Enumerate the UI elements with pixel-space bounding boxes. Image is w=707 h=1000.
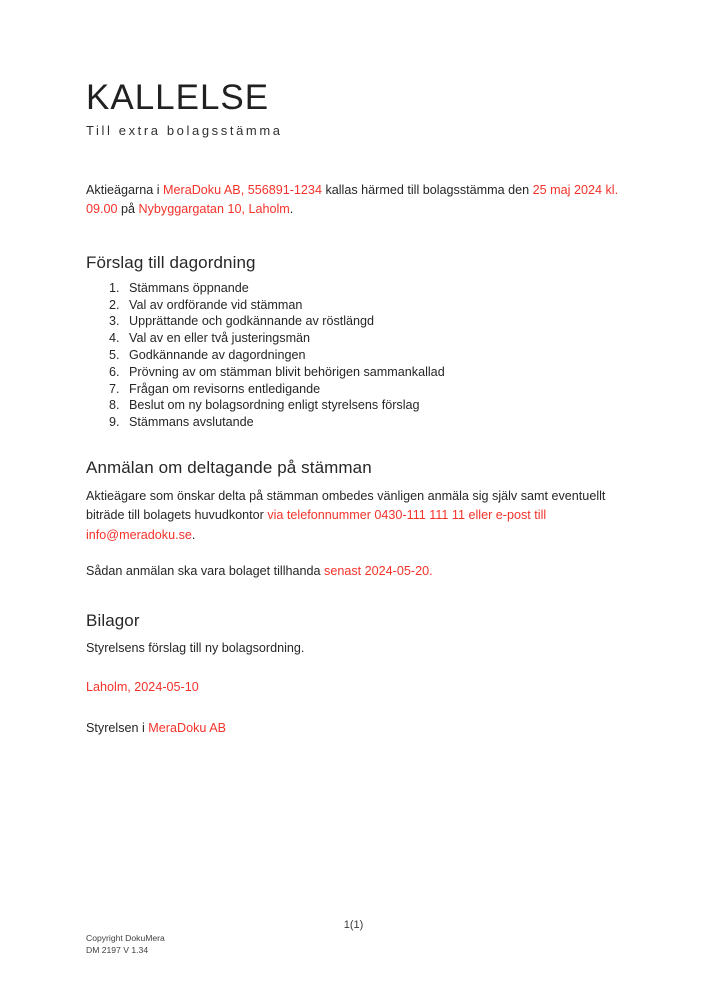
attachments-heading: Bilagor	[86, 610, 140, 630]
registration-heading: Anmälan om deltagande på stämman	[86, 457, 372, 477]
text-segment: Aktieägarna i	[86, 182, 164, 197]
highlighted-text: senast 2024-05-20.	[324, 564, 433, 579]
text-segment: kallas härmed till bolagsstämma den	[321, 182, 533, 197]
signature-line	[86, 719, 622, 739]
document-version: DM 2197 V 1.34	[86, 944, 149, 955]
text-segment: Sådan anmälan ska vara bolaget tillhanda	[86, 564, 325, 579]
highlighted-text: 25 maj 2024 kl. 09.00	[86, 182, 619, 217]
agenda-item: 3. Upprättande och godkännande av röstlängd	[123, 313, 622, 330]
place-date-line	[86, 678, 622, 698]
agenda-item: 1. Stämmans öppnande	[123, 280, 622, 297]
agenda-list	[86, 280, 622, 431]
text-segment: Aktieägare som önskar delta på stämman ombedes vänligen anmäla sig själv samt eventuellt biträde till bolagets huvudkontor	[86, 488, 606, 523]
registration-paragraph	[86, 487, 622, 546]
text-segment: .	[289, 202, 294, 217]
agenda-item: 9. Stämmans avslutande	[123, 414, 622, 431]
highlighted-text: Nybyggargatan 10, Laholm	[138, 202, 290, 217]
agenda-item: 5. Godkännande av dagordningen	[123, 347, 622, 364]
text-segment: på	[117, 202, 139, 217]
document-content	[86, 0, 622, 738]
agenda-item: 7. Frågan om revisorns entledigande	[123, 381, 622, 398]
page-number: 1(1)	[343, 919, 364, 931]
intro-paragraph	[86, 181, 622, 220]
footer-copyright	[86, 933, 165, 956]
highlighted-text: Laholm, 2024-05-10	[86, 680, 199, 695]
highlighted-text: MeraDoku AB, 556891-1234	[163, 182, 322, 197]
attachments-paragraph: Styrelsens förslag till ny bolagsordning.	[86, 640, 305, 655]
agenda-item: 6. Prövning av om stämman blivit behörigen sammankallad	[123, 364, 622, 381]
agenda-heading: Förslag till dagordning	[86, 252, 256, 272]
highlighted-text: MeraDoku AB	[148, 720, 226, 735]
copyright-line: Copyright DokuMera	[86, 933, 165, 943]
agenda-item: 8. Beslut om ny bolagsordning enligt styrelsens förslag	[123, 397, 622, 414]
highlighted-text: via telefonnummer 0430-111 111 11 eller e-post till info@meradoku.se	[86, 508, 547, 542]
document-title: KALLELSE	[86, 78, 270, 117]
document-subtitle: Till extra bolagsstämma	[86, 122, 283, 138]
registration-deadline	[86, 562, 622, 582]
text-segment: Styrelsen i	[86, 720, 149, 735]
agenda-item: 2. Val av ordförande vid stämman	[123, 297, 622, 314]
agenda-item: 4. Val av en eller två justeringsmän	[123, 330, 622, 347]
text-segment: .	[191, 527, 196, 542]
